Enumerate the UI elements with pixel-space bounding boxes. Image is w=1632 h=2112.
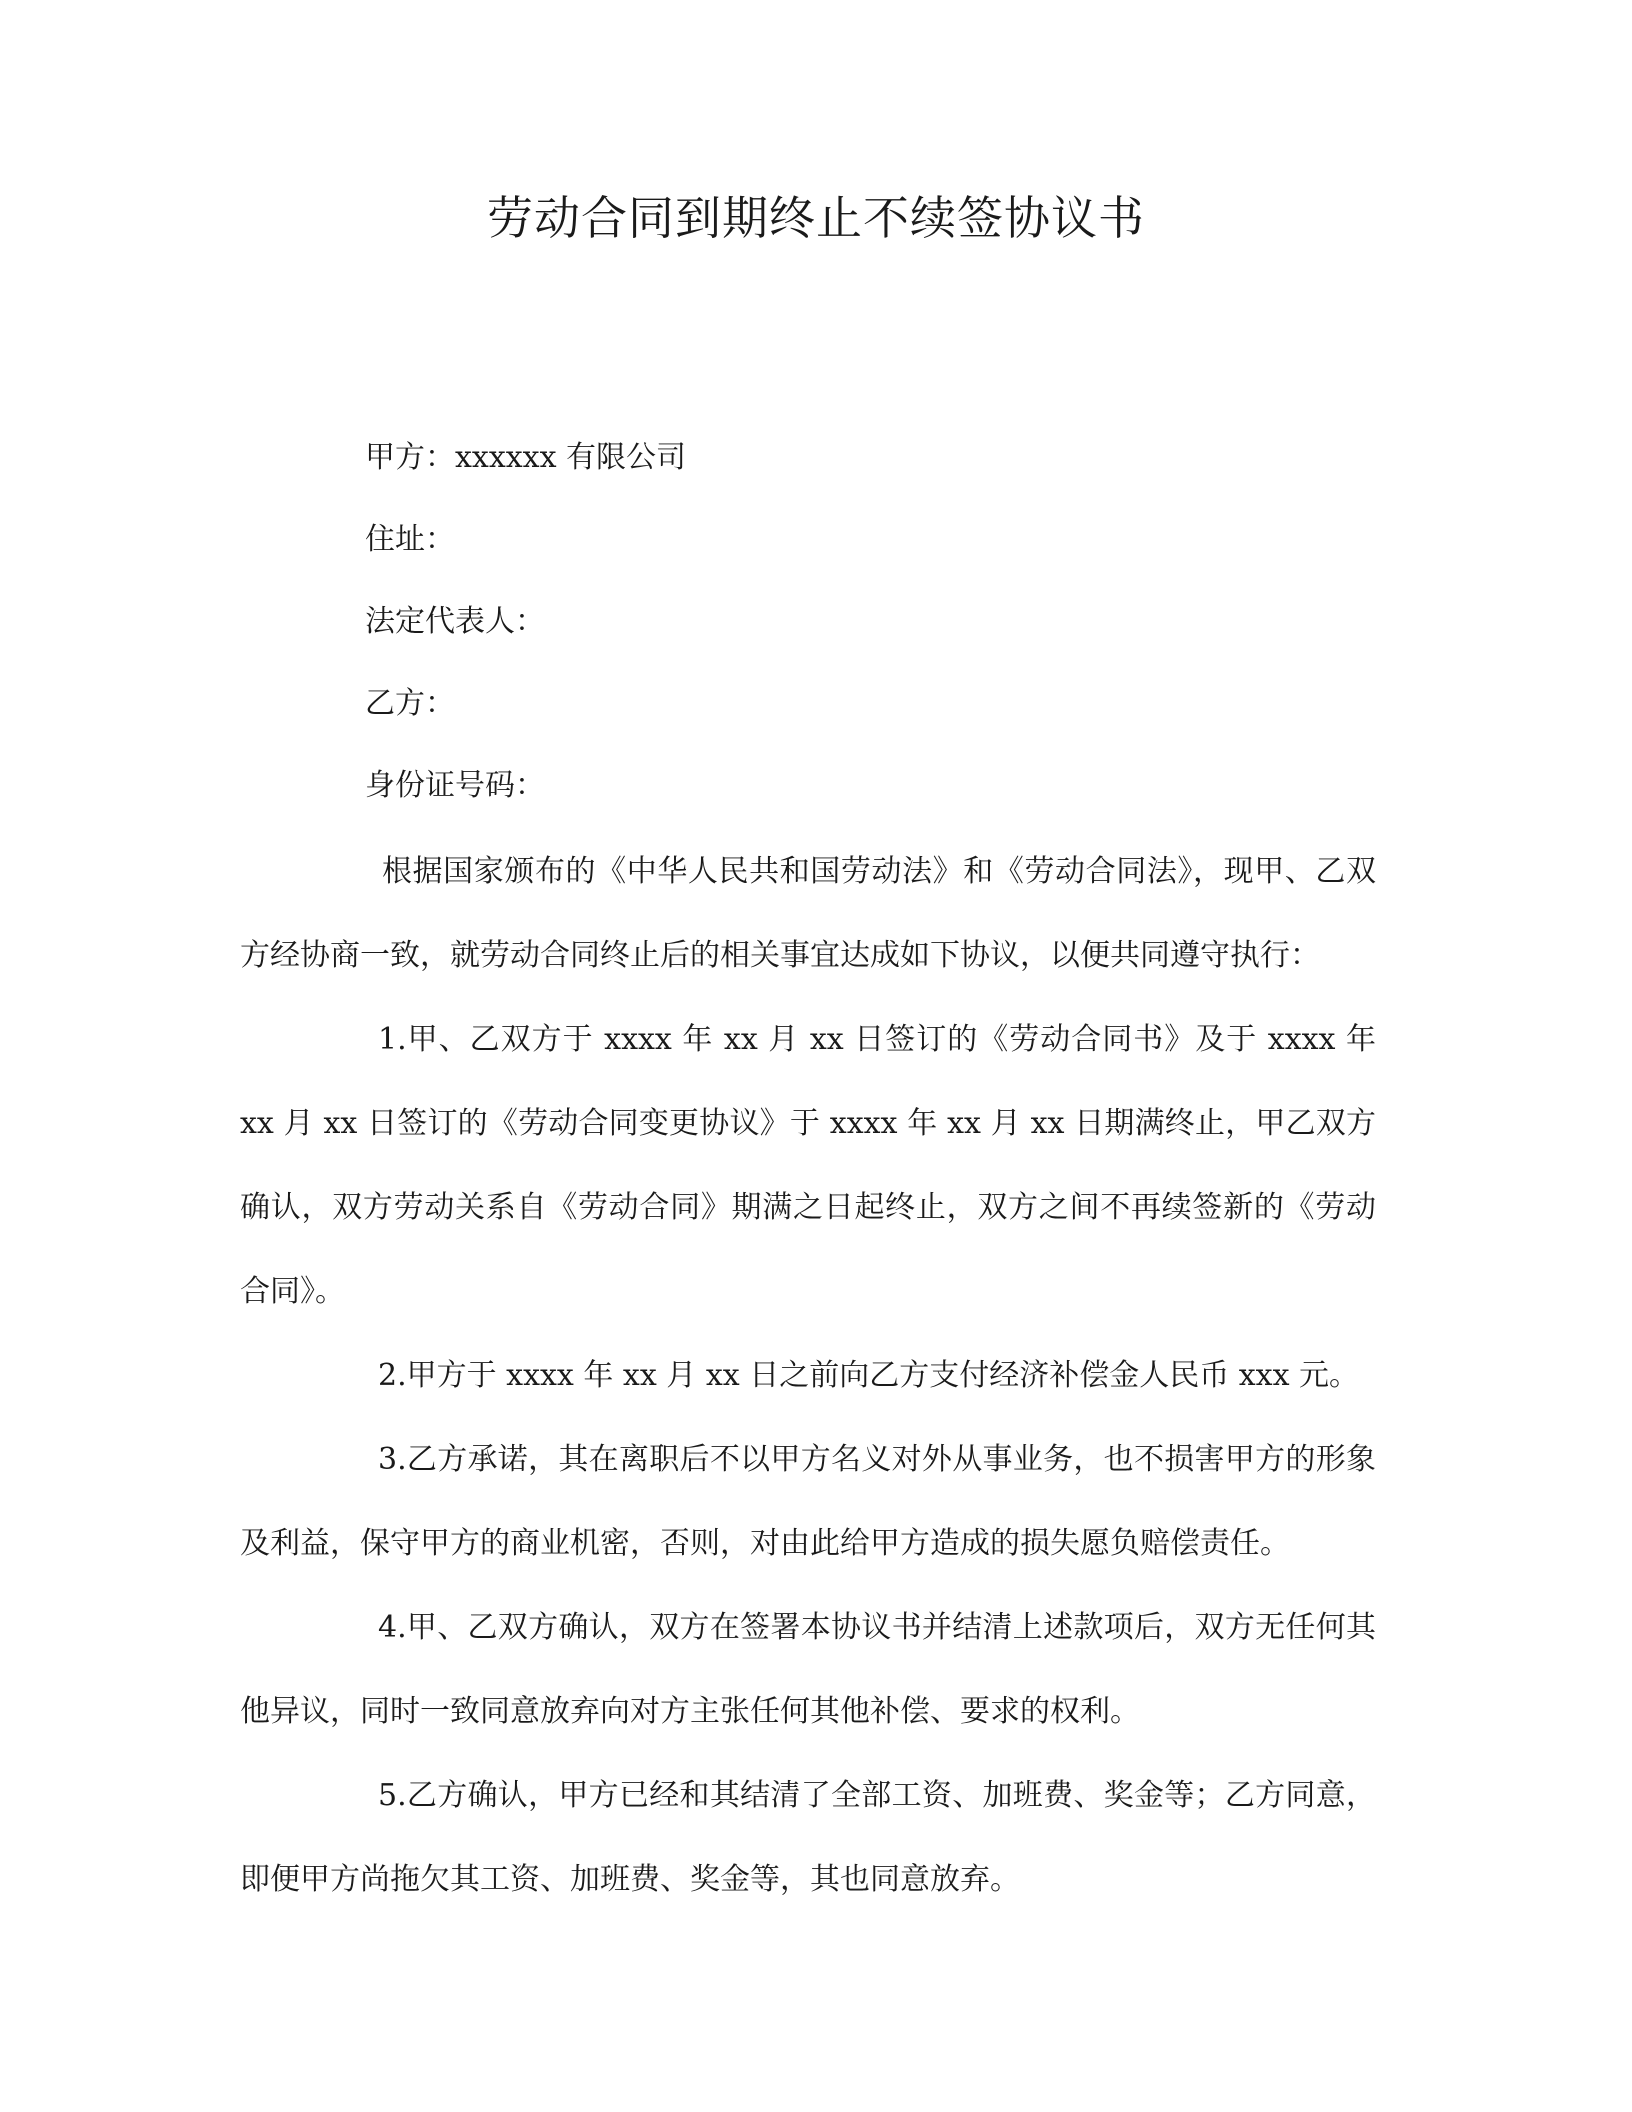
party-b-line: 乙方： bbox=[365, 686, 455, 721]
preamble-paragraph: 根据国家颁布的《中华人民共和国劳动法》和《劳动合同法》，现甲、乙双方经协商一致，就劳动合同终止后的相关事宜达成如下协议，以便共同遵守执行： bbox=[240, 854, 1376, 973]
id-number-line: 身份证号码： bbox=[365, 768, 545, 803]
clause-3: 3.乙方承诺，其在离职后不以甲方名义对外从事业务，也不损害甲方的形象及利益，保守甲方的商业机密，否则，对由此给甲方造成的损失愿负赔偿责任。 bbox=[240, 1442, 1376, 1561]
party-a-line: 甲方：xxxxxx 有限公司 bbox=[365, 440, 687, 475]
legal-representative-line: 法定代表人： bbox=[365, 604, 545, 639]
clause-2: 2.甲方于 xxxx 年 xx 月 xx 日之前向乙方支付经济补偿金人民币 xxx 元。 bbox=[378, 1358, 1360, 1393]
clause-5: 5.乙方确认，甲方已经和其结清了全部工资、加班费、奖金等；乙方同意，即便甲方尚拖欠其工资、加班费、奖金等，其也同意放弃。 bbox=[240, 1778, 1376, 1897]
clause-1: 1.甲、乙双方于 xxxx 年 xx 月 xx 日签订的《劳动合同书》及于 xxxx 年 xx 月 xx 日签订的《劳动合同变更协议》于 xxxx 年 xx 月 xx 日期满终止，甲乙双方确认，双方劳动关系自《劳动合同》期满之日起终止，双方之间不再续签新的《劳动合同》。 bbox=[240, 1022, 1376, 1309]
address-line: 住址： bbox=[365, 522, 455, 557]
clause-4: 4.甲、乙双方确认，双方在签署本协议书并结清上述款项后，双方无任何其他异议，同时一致同意放弃向对方主张任何其他补偿、要求的权利。 bbox=[240, 1610, 1376, 1729]
document-title: 劳动合同到期终止不续签协议书 bbox=[487, 191, 1145, 245]
